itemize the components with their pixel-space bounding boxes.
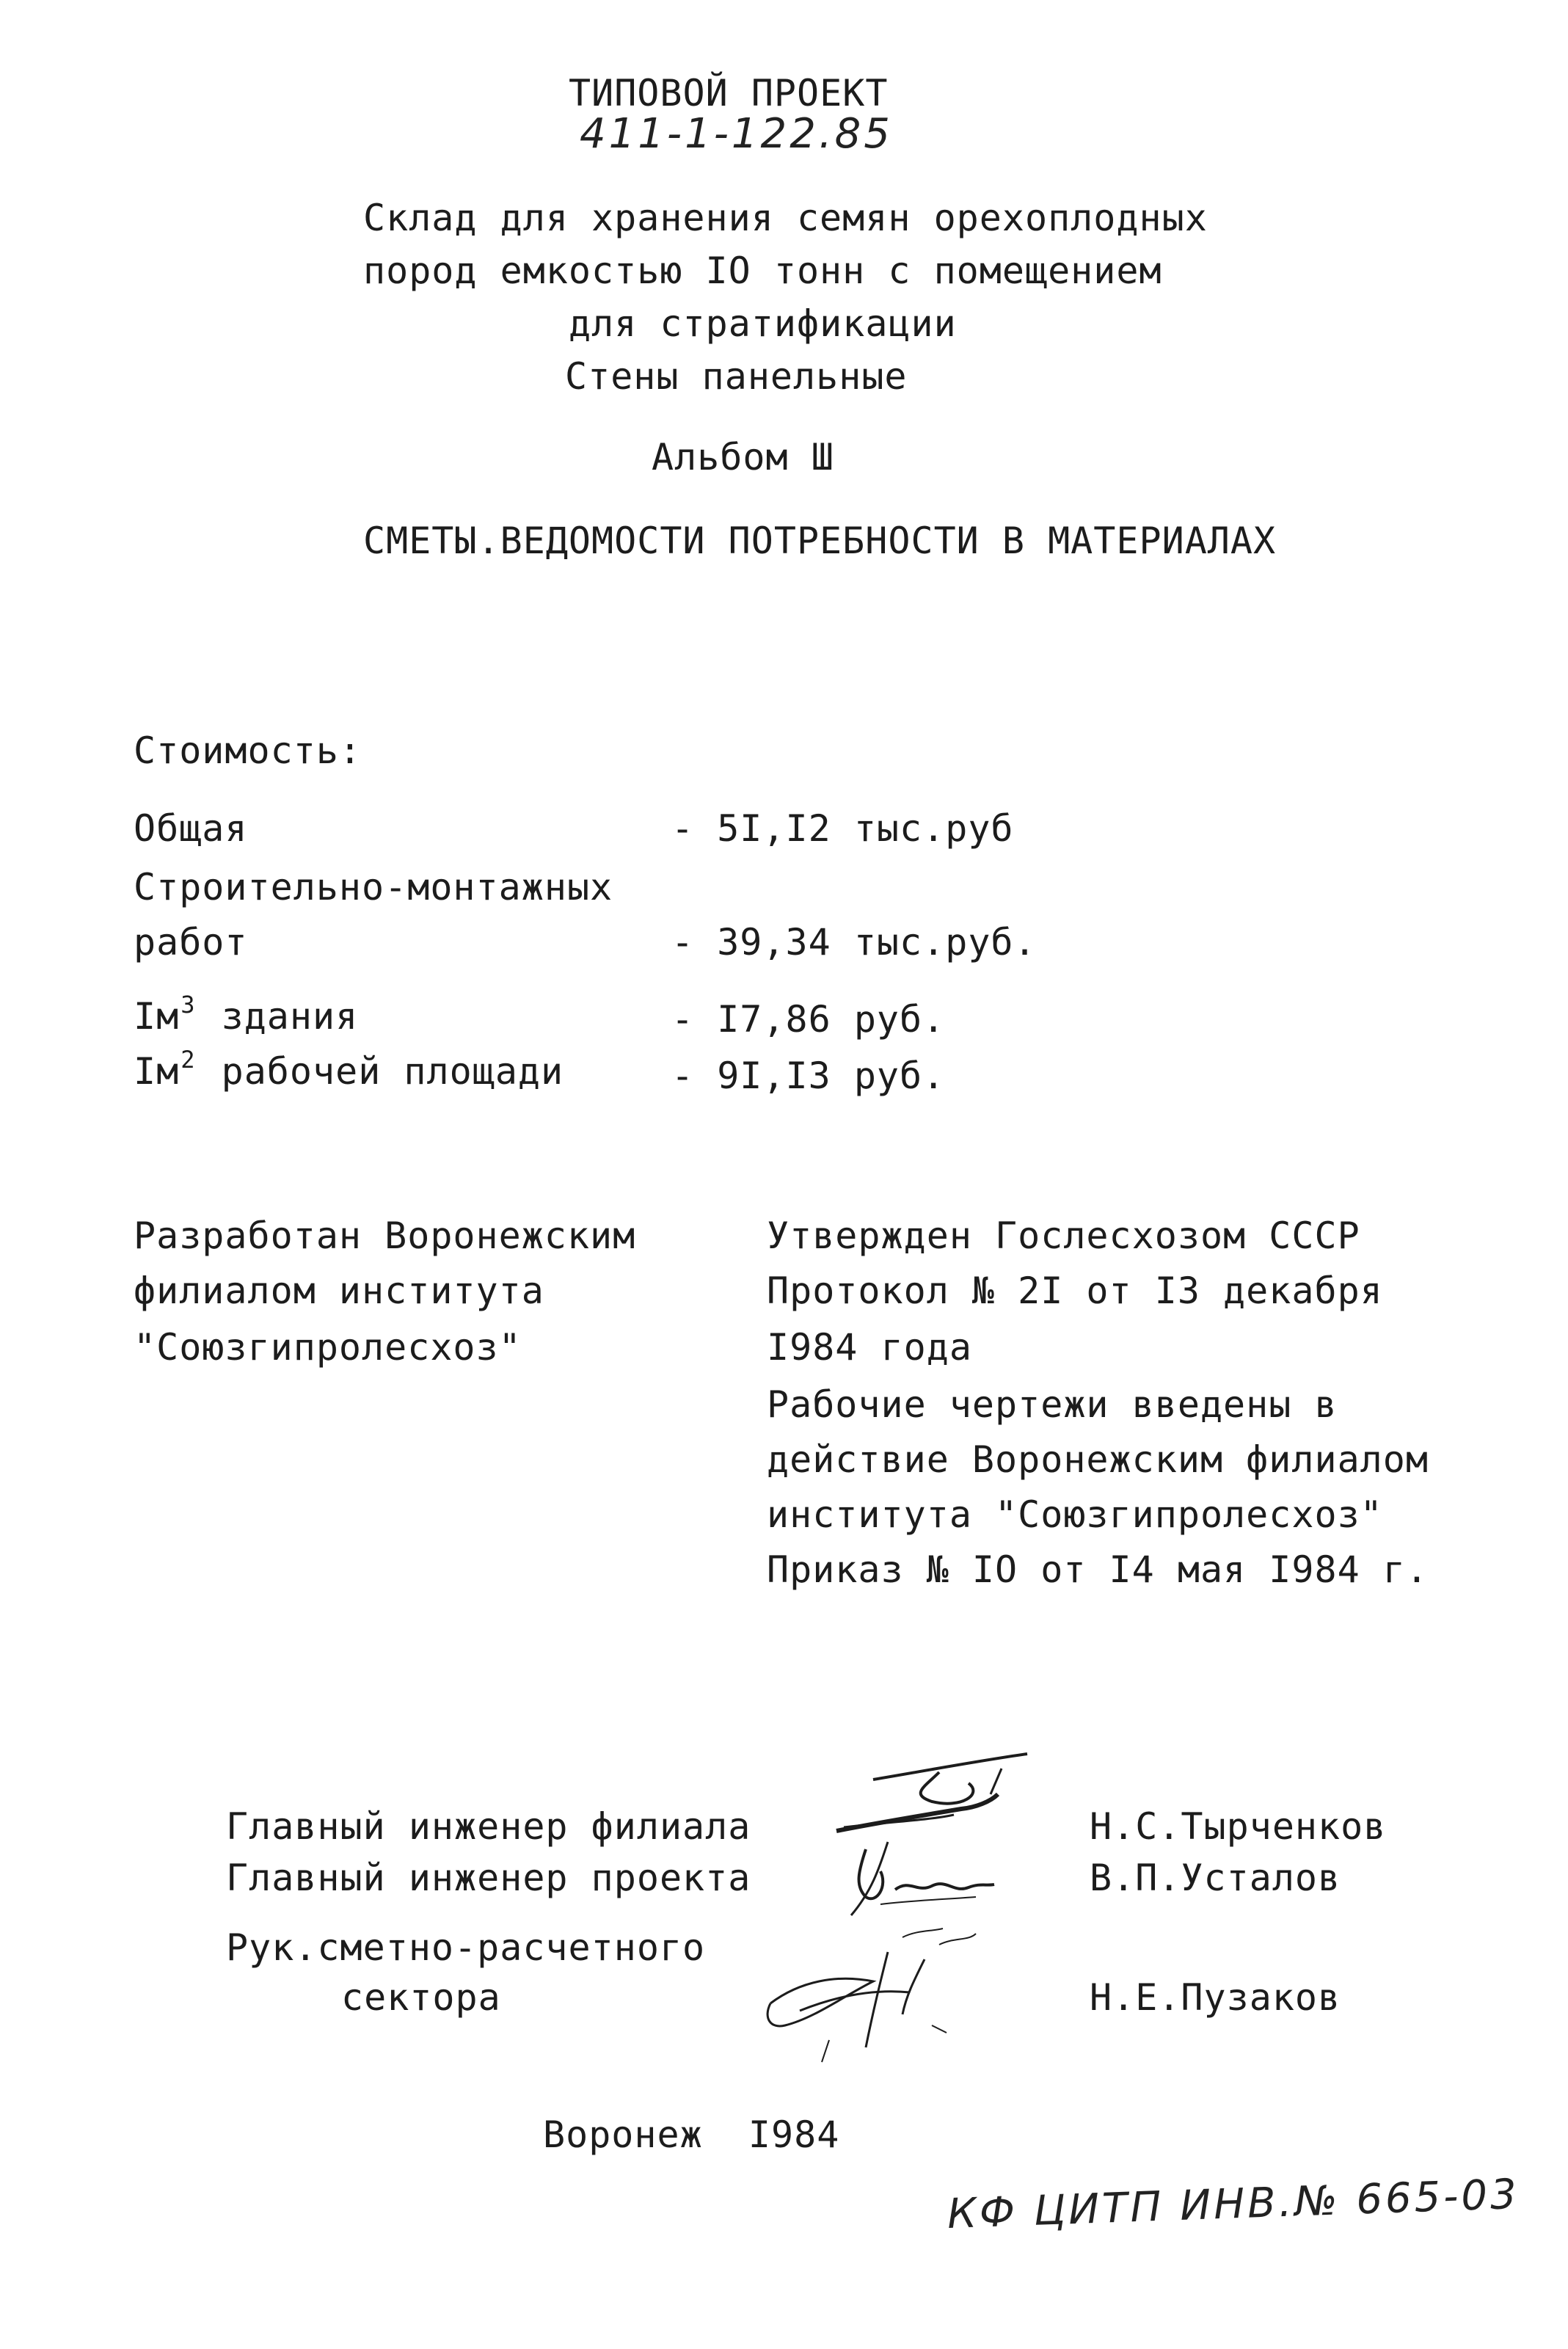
signature-role-3-line-2: сектора	[341, 1976, 501, 2019]
signature-role-2: Главный инженер проекта	[226, 1857, 751, 1899]
cost-m3-exponent: 3	[180, 991, 196, 1019]
signature-role-3-line-1: Рук.сметно-расчетного	[226, 1926, 706, 1969]
cost-m2-label	[134, 1046, 564, 1093]
cost-m3-value: - I7,86 руб.	[671, 998, 946, 1041]
signature-name-2: В.П.Усталов	[1090, 1857, 1341, 1899]
place-year: Воронеж I984	[543, 2113, 840, 2156]
approval-line-7: Приказ № IO от I4 мая I984 г.	[767, 1548, 1429, 1591]
cost-m2-value: - 9I,I3 руб.	[671, 1055, 946, 1097]
signature-name-3: Н.Е.Пузаков	[1090, 1976, 1341, 2019]
cost-smr-value: - 39,34 тыс.руб.	[671, 921, 1037, 964]
approval-line-5: действие Воронежским филиалом	[767, 1438, 1429, 1481]
project-type-label: ТИПОВОЙ ПРОЕКТ	[569, 72, 889, 114]
signature-1-image	[829, 1750, 1035, 1846]
cost-m3-prefix: Iм	[134, 995, 180, 1038]
cost-heading: Стоимость:	[134, 729, 362, 772]
title-line-4: Стены панельные	[565, 355, 908, 398]
cost-m3-text: здания	[221, 995, 359, 1038]
approval-line-6: института "Союзгипролесхоз"	[767, 1493, 1383, 1536]
developer-line-1: Разработан Воронежским	[134, 1214, 636, 1257]
inventory-number: КФ ЦИТП ИНВ.№ 665-03	[947, 2170, 1520, 2238]
signature-name-1: Н.С.Тырченков	[1090, 1805, 1387, 1848]
signature-role-1: Главный инженер филиала	[226, 1805, 751, 1848]
approval-line-2: Протокол № 2I от I3 декабря	[767, 1270, 1383, 1312]
approval-line-3: I984 года	[767, 1326, 972, 1369]
cost-smr-label-2: работ	[134, 921, 248, 964]
approval-line-4: Рабочие чертежи введены в	[767, 1383, 1338, 1426]
project-number: 411-1-122.85	[580, 110, 893, 158]
cost-m2-text: рабочей площади	[221, 1050, 564, 1093]
developer-line-2: филиалом института	[134, 1270, 544, 1312]
cost-m2-exponent: 2	[180, 1046, 196, 1074]
cost-total-value: - 5I,I2 тыс.руб	[671, 807, 1014, 850]
approval-line-1: Утвержден Гослесхозом СССР	[767, 1214, 1360, 1257]
title-line-3: для стратификации	[569, 302, 957, 345]
developer-line-3: "Союзгипролесхоз"	[134, 1326, 522, 1369]
cost-m3-label	[134, 991, 358, 1038]
cost-smr-label-1: Строительно-монтажных	[134, 866, 613, 908]
signature-2-image	[836, 1835, 1005, 1923]
cost-m2-prefix: Iм	[134, 1050, 180, 1093]
title-line-2: пород емкостью IO тонн с помещением	[363, 250, 1162, 292]
signature-3-image	[756, 1923, 998, 2084]
album-subject: СМЕТЫ.ВЕДОМОСТИ ПОТРЕБНОСТИ В МАТЕРИАЛАХ	[363, 520, 1277, 562]
cost-total-label: Общая	[134, 807, 248, 850]
title-line-1: Склад для хранения семян орехоплодных	[363, 197, 1208, 239]
album-label: Альбом Ш	[652, 436, 834, 478]
